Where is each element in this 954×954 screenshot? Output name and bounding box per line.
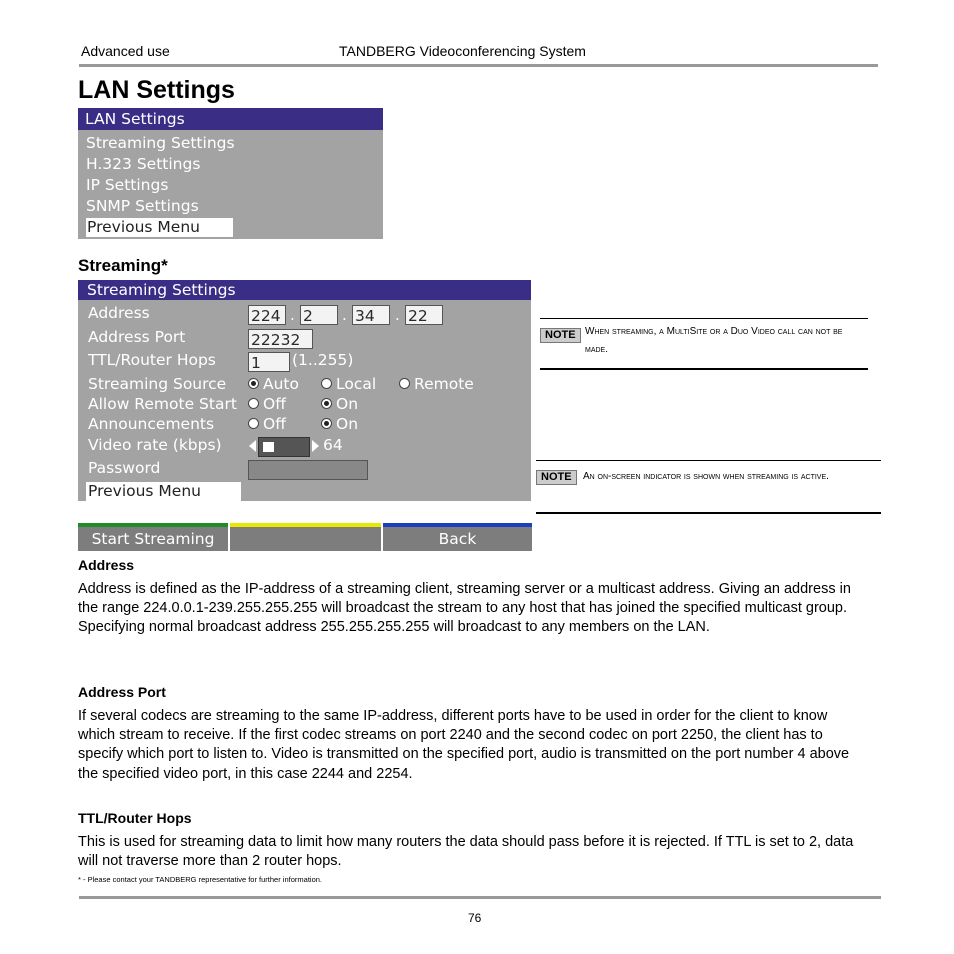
address-port-field[interactable]: 22232: [248, 329, 313, 349]
note-top-rule: [540, 318, 868, 319]
address-octet-3[interactable]: 34: [352, 305, 390, 325]
announcements-label: Announcements: [88, 415, 215, 433]
previous-menu-item[interactable]: Previous Menu: [86, 482, 241, 501]
remote-start-on[interactable]: On: [321, 395, 358, 413]
note-tag: NOTE: [536, 470, 577, 485]
streaming-settings-menu: [78, 280, 531, 501]
note-top-rule: [536, 460, 881, 461]
note-text: When streaming, a MultiSite or a Duo Video call can not be made.: [585, 326, 843, 355]
address-label: Address: [88, 304, 150, 322]
yellow-key-stripe: [230, 523, 381, 527]
radio-icon: [248, 398, 259, 409]
section-body-address-port: If several codecs are streaming to the same IP-address, different ports have to be used in order for the client to know which stream to receive. If the first codec streams on port 2240 and the second codec on port 2250, the client has to specify which port to listen to. Video is transmitted on the specified port, audio is transmitted on the port number 4 above the specified video port, in this case 2244 and 2254.: [78, 708, 850, 782]
page-title: LAN Settings: [78, 76, 235, 104]
footer-rule: [79, 896, 881, 899]
radio-selected-icon: [248, 378, 259, 389]
footnote: * - Please contact your TANDBERG representative for further information.: [78, 875, 322, 884]
lan-menu-title-bar: LAN Settings: [78, 108, 383, 130]
section-heading-address-port: Address Port: [78, 684, 166, 700]
radio-icon: [248, 418, 259, 429]
menu-item-h323-settings[interactable]: H.323 Settings: [86, 155, 201, 173]
menu-item-previous-menu[interactable]: Previous Menu: [86, 218, 233, 237]
announcements-off[interactable]: Off: [248, 415, 286, 433]
header-rule: [79, 64, 878, 67]
video-rate-label: Video rate (kbps): [88, 436, 222, 454]
menu-item-snmp-settings[interactable]: SNMP Settings: [86, 197, 199, 215]
address-octet-4[interactable]: 22: [405, 305, 443, 325]
streaming-source-label: Streaming Source: [88, 375, 227, 393]
section-heading-ttl: TTL/Router Hops: [78, 810, 192, 826]
radio-icon: [321, 378, 332, 389]
streaming-title-bar: Streaming Settings: [78, 280, 531, 300]
remote-start-off[interactable]: Off: [248, 395, 286, 413]
decrease-arrow-icon[interactable]: [249, 440, 256, 452]
password-label: Password: [88, 459, 161, 477]
header-document-title: TANDBERG Videoconferencing System: [339, 43, 586, 59]
radio-icon: [399, 378, 410, 389]
start-streaming-button[interactable]: Start Streaming: [78, 523, 228, 551]
section-body-address: Address is defined as the IP-address of a streaming client, streaming server or a multicast address. Giving an address in the range 224.0.0.1-239.255.255.255 will broadcast the stream to any host that has joined the specified multicast group. Specifying normal broadcast address 255.255.255.255 will broadcast to any members on the LAN.: [78, 581, 851, 636]
password-field[interactable]: [248, 460, 368, 480]
source-option-remote[interactable]: Remote: [399, 375, 474, 393]
middle-softkey-button[interactable]: [230, 523, 381, 551]
radio-selected-icon: [321, 418, 332, 429]
address-octet-1[interactable]: 224: [248, 305, 286, 325]
source-option-auto[interactable]: Auto: [248, 375, 299, 393]
section-heading-address: Address: [78, 557, 135, 573]
announcements-on[interactable]: On: [321, 415, 358, 433]
lan-settings-menu: [78, 108, 383, 239]
note-bottom-rule: [536, 512, 881, 514]
address-octet-2[interactable]: 2: [300, 305, 338, 325]
source-option-local[interactable]: Local: [321, 375, 376, 393]
green-key-stripe: [78, 523, 228, 527]
back-button[interactable]: Back: [383, 523, 532, 551]
ttl-label: TTL/Router Hops: [88, 351, 216, 369]
note-bottom-rule: [540, 368, 868, 370]
address-port-label: Address Port: [88, 328, 186, 346]
video-rate-slider[interactable]: [258, 437, 310, 457]
allow-remote-start-label: Allow Remote Start: [88, 395, 237, 413]
address-dot: .: [290, 306, 295, 324]
note-text: An on-screen indicator is shown when streaming is active.: [583, 471, 829, 482]
menu-item-streaming-settings[interactable]: Streaming Settings: [86, 134, 235, 152]
video-rate-value: 64: [323, 436, 343, 454]
video-rate-slider-fill: [263, 442, 274, 452]
ttl-field[interactable]: 1: [248, 352, 290, 372]
ttl-range: (1..255): [292, 351, 354, 369]
menu-item-ip-settings[interactable]: IP Settings: [86, 176, 169, 194]
radio-selected-icon: [321, 398, 332, 409]
blue-key-stripe: [383, 523, 532, 527]
increase-arrow-icon[interactable]: [312, 440, 319, 452]
note-tag: NOTE: [540, 328, 581, 343]
page-number: 76: [468, 911, 482, 925]
section-body-ttl: This is used for streaming data to limit how many routers the data should pass before it is rejected. If TTL is set to 2, data will not traverse more than 2 router hops.: [78, 834, 854, 870]
address-dot: .: [342, 306, 347, 324]
address-dot: .: [395, 306, 400, 324]
streaming-heading: Streaming*: [78, 256, 168, 275]
header-section-label: Advanced use: [81, 43, 170, 59]
